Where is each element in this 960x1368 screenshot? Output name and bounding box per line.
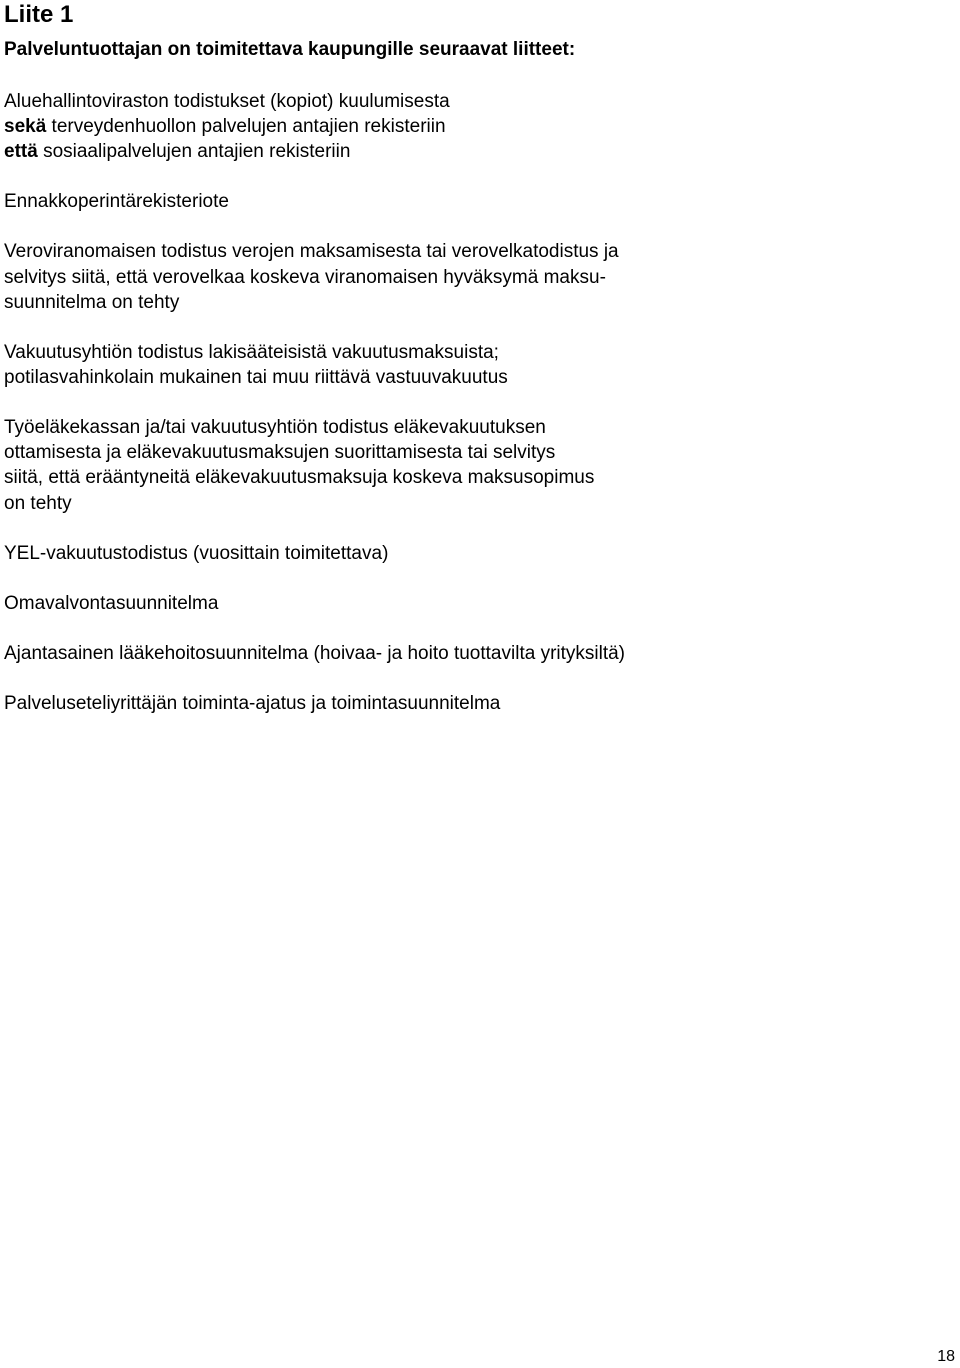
item-text: sosiaalipalvelujen antajien rekisteriin bbox=[37, 141, 351, 163]
attachment-list bbox=[4, 89, 944, 741]
item-line: YEL-vakuutustodistus (vuosittain toimitettava) bbox=[4, 542, 389, 564]
list-item-yel-certificate bbox=[4, 541, 944, 566]
list-item-certificates bbox=[4, 89, 944, 165]
item-line bbox=[4, 139, 944, 164]
item-line: Veroviranomaisen todistus verojen maksamisesta tai verovelkatodistus ja bbox=[4, 241, 619, 263]
page-subtitle: Palveluntuottajan on toimitettava kaupungille seuraavat liitteet: bbox=[4, 39, 576, 60]
list-item-medication-plan bbox=[4, 641, 944, 666]
page-title: Liite 1 bbox=[4, 1, 74, 28]
item-line: siitä, että erääntyneitä eläkevakuutusmaksuja koskeva maksusopimus bbox=[4, 467, 595, 489]
item-text: terveydenhuollon palvelujen antajien rekisteriin bbox=[46, 116, 446, 138]
item-line: Vakuutusyhtiön todistus lakisääteisistä vakuutusmaksuista; bbox=[4, 341, 499, 363]
item-line: potilasvahinkolain mukainen tai muu riittävä vastuuvakuutus bbox=[4, 367, 508, 389]
list-item-prepayment-register bbox=[4, 189, 944, 214]
list-item-self-monitoring-plan bbox=[4, 591, 944, 616]
list-item-pension-certificate bbox=[4, 415, 944, 516]
item-line: Omavalvontasuunnitelma bbox=[4, 592, 219, 614]
list-item-tax-certificate bbox=[4, 239, 944, 315]
page-number: 18 bbox=[937, 1348, 955, 1365]
item-line: Työeläkekassan ja/tai vakuutusyhtiön todistus eläkevakuutuksen bbox=[4, 417, 546, 439]
item-line: Palveluseteliyrittäjän toiminta-ajatus ja toimintasuunnitelma bbox=[4, 692, 501, 714]
item-line: Ajantasainen lääkehoitosuunnitelma (hoivaa- ja hoito tuottavilta yrityksiltä) bbox=[4, 642, 626, 664]
emphasis-text: että bbox=[4, 141, 38, 163]
item-line bbox=[4, 114, 944, 139]
item-line: suunnitelma on tehty bbox=[4, 291, 180, 313]
item-line: Aluehallintoviraston todistukset (kopiot) kuulumisesta bbox=[4, 91, 450, 112]
emphasis-text: sekä bbox=[4, 116, 47, 138]
list-item-insurance-certificate bbox=[4, 340, 944, 390]
item-line: selvitys siitä, että verovelkaa koskeva viranomaisen hyväksymä maksu- bbox=[4, 266, 606, 288]
item-line: ottamisesta ja eläkevakuutusmaksujen suorittamisesta tai selvitys bbox=[4, 442, 556, 464]
item-line: Ennakkoperintärekisteriote bbox=[4, 191, 229, 213]
list-item-operating-plan bbox=[4, 691, 944, 716]
item-line: on tehty bbox=[4, 492, 72, 514]
